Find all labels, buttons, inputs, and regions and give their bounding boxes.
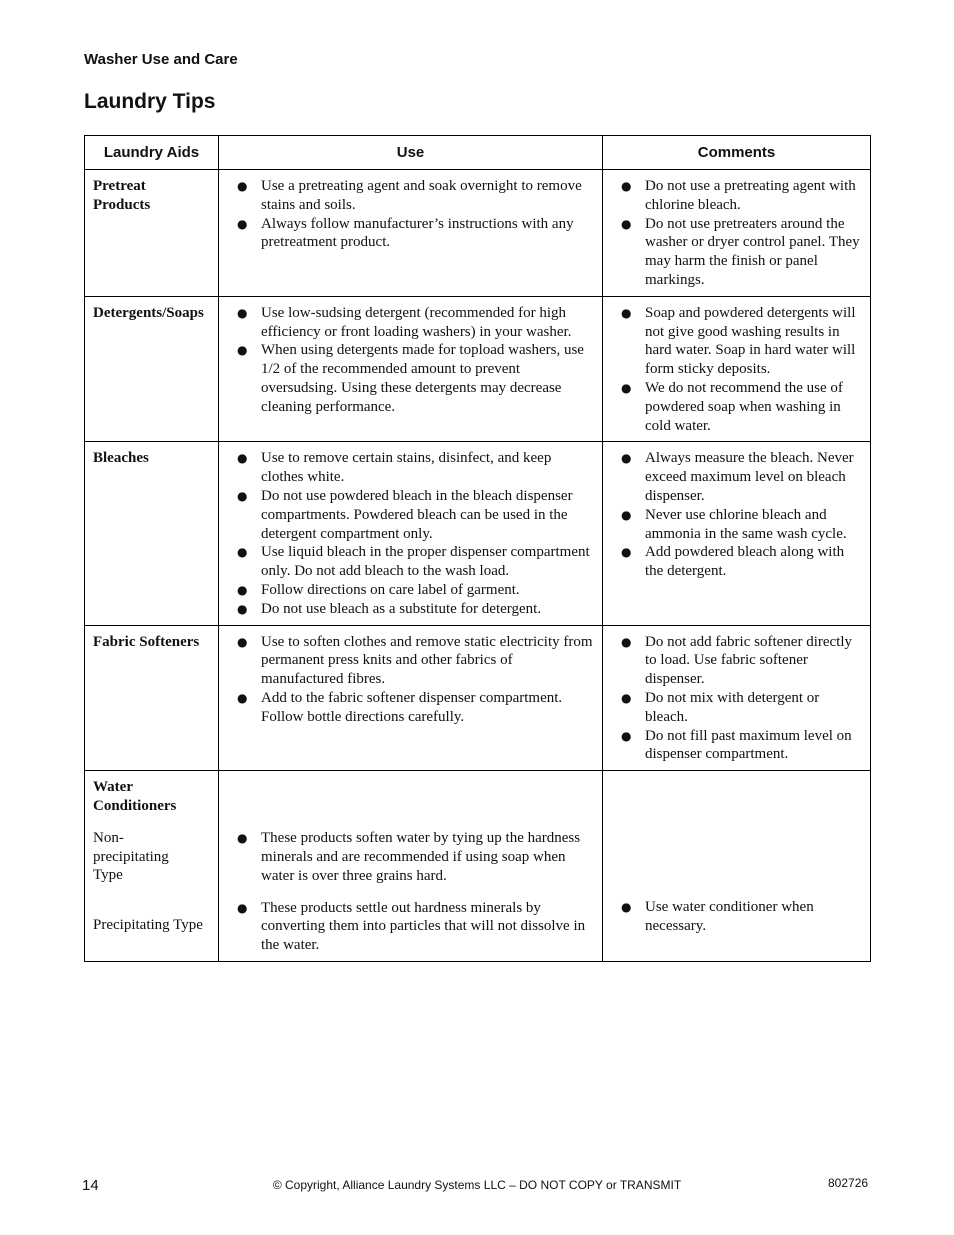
list-item: ● Use low-sudsing detergent (recommended for high efficiency or front loading washers) in your washer. <box>227 304 596 342</box>
aid-detergents <box>85 296 219 442</box>
use-cell <box>219 296 603 442</box>
page-title: Laundry Tips <box>84 90 216 113</box>
aid-water-conditioners <box>85 771 219 962</box>
list-item: ● Do not use a pretreating agent with chlorine bleach. <box>611 177 864 215</box>
subtype-non-precipitating: Non-precipitating Type <box>93 829 169 884</box>
table-row <box>85 625 871 771</box>
list-item: ● Add powdered bleach along with the detergent. <box>611 543 864 581</box>
aid-pretreat <box>85 170 219 297</box>
list-item: ● Use to soften clothes and remove static electricity from permanent press knits and other fabrics of manufactured fibres. <box>227 633 596 689</box>
aid-bleaches <box>85 442 219 625</box>
comments-cell <box>603 771 871 962</box>
copyright-notice: © Copyright, Alliance Laundry Systems LLC – DO NOT COPY or TRANSMIT <box>272 1178 682 1192</box>
use-cell <box>219 625 603 771</box>
table-row <box>85 771 871 962</box>
column-header-laundry-aids: Laundry Aids <box>85 136 219 170</box>
page-number: 14 <box>82 1177 99 1194</box>
use-cell <box>219 771 603 962</box>
aid-label: Bleaches <box>93 450 149 467</box>
list-item: ● These products settle out hardness minerals by converting them into particles that will not dissolve in the water. <box>227 899 596 955</box>
list-item: ● Use liquid bleach in the proper dispenser compartment only. Do not add bleach to the wash load. <box>227 543 596 581</box>
use-cell <box>219 170 603 297</box>
column-header-comments: Comments <box>603 136 871 170</box>
table-row <box>85 170 871 297</box>
document-number: 802726 <box>828 1176 869 1190</box>
table-row <box>85 442 871 625</box>
use-cell <box>219 442 603 625</box>
list-item: ● Do not fill past maximum level on dispenser compartment. <box>611 727 864 765</box>
comments-cell <box>603 625 871 771</box>
aid-label: Pretreat Products <box>93 178 151 213</box>
table-row <box>85 296 871 442</box>
list-item: ● Follow directions on care label of garment. <box>227 581 596 600</box>
comments-cell <box>603 296 871 442</box>
comments-cell <box>603 442 871 625</box>
list-item: ● Never use chlorine bleach and ammonia in the same wash cycle. <box>611 506 864 544</box>
column-header-use: Use <box>219 136 603 170</box>
list-item: ● Do not use powdered bleach in the bleach dispenser compartments. Powdered bleach can be used in the detergent compartment only. <box>227 487 596 543</box>
list-item: ● Do not use pretreaters around the washer or dryer control panel. They may harm the finish or panel markings. <box>611 215 864 290</box>
subtype-precipitating: Precipitating Type <box>93 917 203 934</box>
list-item: ● Always follow manufacturer’s instructions with any pretreatment product. <box>227 215 596 253</box>
list-item: ● Use a pretreating agent and soak overnight to remove stains and soils. <box>227 177 596 215</box>
aid-fabric-softeners <box>85 625 219 771</box>
list-item: ● When using detergents made for topload washers, use 1/2 of the recommended amount to prevent oversudsing. Using these detergents may decrease cleaning performance. <box>227 341 596 416</box>
list-item: ● Do not add fabric softener directly to load. Use fabric softener dispenser. <box>611 633 864 689</box>
list-item: ● Always measure the bleach. Never exceed maximum level on bleach dispenser. <box>611 449 864 505</box>
aid-label: Water Conditioners <box>93 779 177 814</box>
comments-cell <box>603 170 871 297</box>
aid-label: Fabric Softeners <box>93 633 200 650</box>
list-item: ● Add to the fabric softener dispenser compartment. Follow bottle directions carefully. <box>227 689 596 727</box>
section-header: Washer Use and Care <box>84 51 238 68</box>
table-header-row <box>85 136 871 170</box>
list-item: ● Soap and powdered detergents will not give good washing results in hard water. Soap in hard water will form sticky deposits. <box>611 304 864 379</box>
list-item: ● We do not recommend the use of powdered soap when washing in cold water. <box>611 379 864 435</box>
laundry-tips-table <box>84 135 871 962</box>
list-item: ● Use to remove certain stains, disinfect, and keep clothes white. <box>227 449 596 487</box>
list-item: ● Do not use bleach as a substitute for detergent. <box>227 600 596 619</box>
list-item: ● Do not mix with detergent or bleach. <box>611 689 864 727</box>
aid-label: Detergents/Soaps <box>93 304 204 321</box>
list-item: ● Use water conditioner when necessary. <box>611 898 864 936</box>
list-item: ● These products soften water by tying up the hardness minerals and are recommended if using soap when water is over three grains hard. <box>227 829 596 885</box>
